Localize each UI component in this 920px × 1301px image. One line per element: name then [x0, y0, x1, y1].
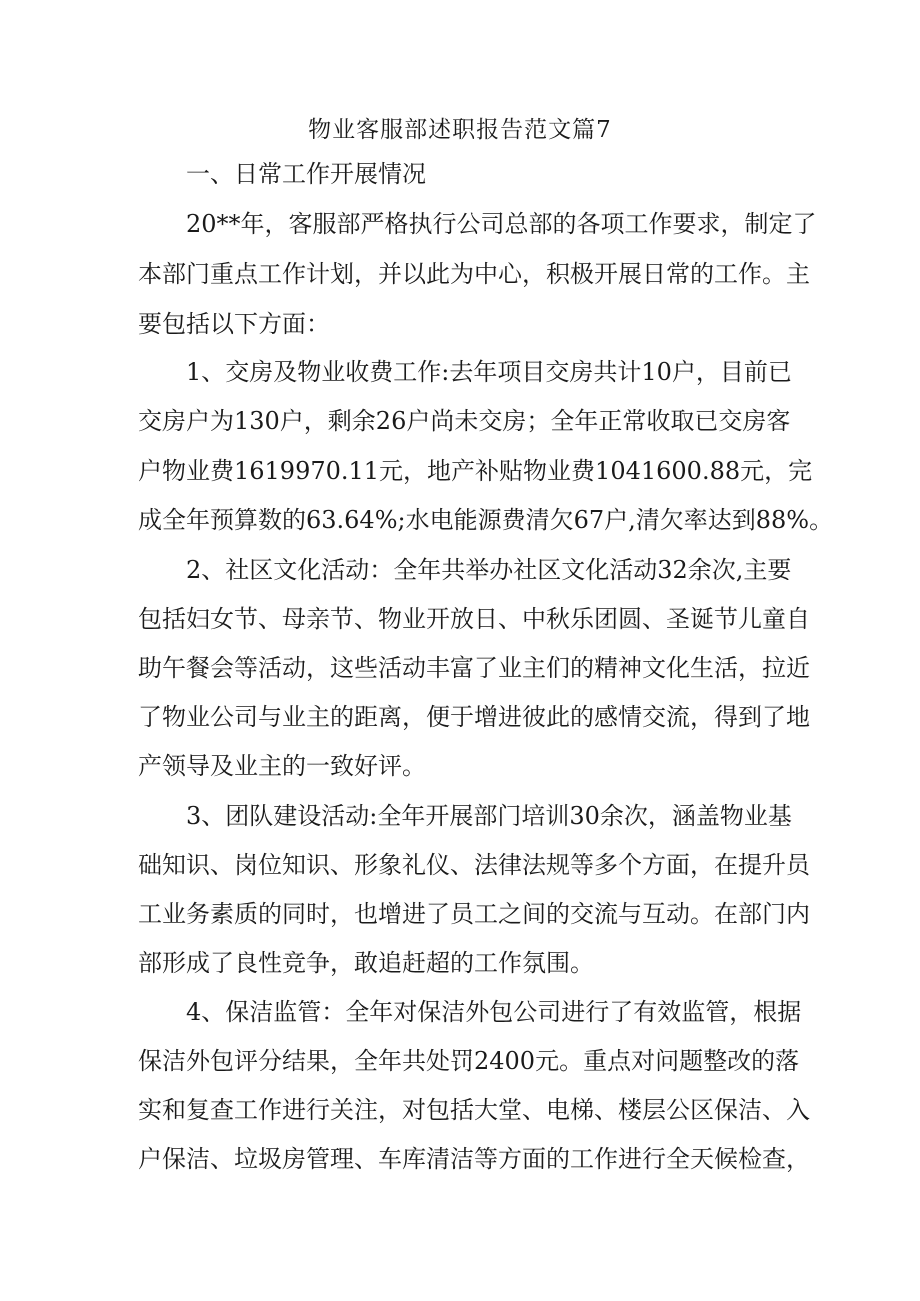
paragraph-item1-line-1: 1、交房及物业收费工作:去年项目交房共计10户，目前已 [186, 358, 792, 386]
paragraph-item1-line-3: 户物业费1619970.11元，地产补贴物业费1041600.88元，完 [138, 457, 813, 485]
paragraph-intro-line-3: 要包括以下方面： [138, 310, 330, 338]
paragraph-item2-line-5: 产领导及业主的一致好评。 [138, 752, 426, 780]
paragraph-item2-line-3: 助午餐会等活动，这些活动丰富了业主们的精神文化生活，拉近 [138, 654, 810, 682]
paragraph-intro-line-1: 20**年，客服部严格执行公司总部的各项工作要求，制定了 [186, 210, 817, 238]
paragraph-item1-line-2: 交房户为130户，剩余26户尚未交房；全年正常收取已交房客 [138, 407, 791, 435]
paragraph-item4-line-3: 实和复查工作进行关注，对包括大堂、电梯、楼层公区保洁、入 [138, 1096, 810, 1124]
paragraph-item4-line-1: 4、保洁监管：全年对保洁外包公司进行了有效监管，根据 [186, 998, 802, 1026]
paragraph-item2-line-2: 包括妇女节、母亲节、物业开放日、中秋乐团圆、圣诞节儿童自 [138, 605, 810, 633]
paragraph-item2-line-1: 2、社区文化活动：全年共举办社区文化活动32余次,主要 [186, 556, 792, 584]
paragraph-item4-line-2: 保洁外包评分结果，全年共处罚2400元。重点对问题整改的落 [138, 1047, 800, 1075]
paragraph-item3-line-4: 部形成了良性竞争，敢追赶超的工作氛围。 [138, 949, 594, 977]
paragraph-item1-line-4: 成全年预算数的63.64%;水电能源费清欠67户,清欠率达到88%。 [138, 506, 834, 534]
document-title: 物业客服部述职报告范文篇7 [308, 117, 612, 143]
section-heading: 一、日常工作开展情况 [186, 160, 426, 188]
paragraph-intro-line-2: 本部门重点工作计划，并以此为中心，积极开展日常的工作。主 [138, 260, 810, 288]
paragraph-item3-line-3: 工业务素质的同时，也增进了员工之间的交流与互动。在部门内 [138, 900, 810, 928]
paragraph-item4-line-4: 户保洁、垃圾房管理、车库清洁等方面的工作进行全天候检查， [138, 1145, 810, 1173]
paragraph-item2-line-4: 了物业公司与业主的距离，便于增进彼此的感情交流，得到了地 [138, 703, 810, 731]
paragraph-item3-line-1: 3、团队建设活动:全年开展部门培训30余次，涵盖物业基 [186, 802, 792, 830]
paragraph-item3-line-2: 础知识、岗位知识、形象礼仪、法律法规等多个方面，在提升员 [138, 851, 810, 879]
